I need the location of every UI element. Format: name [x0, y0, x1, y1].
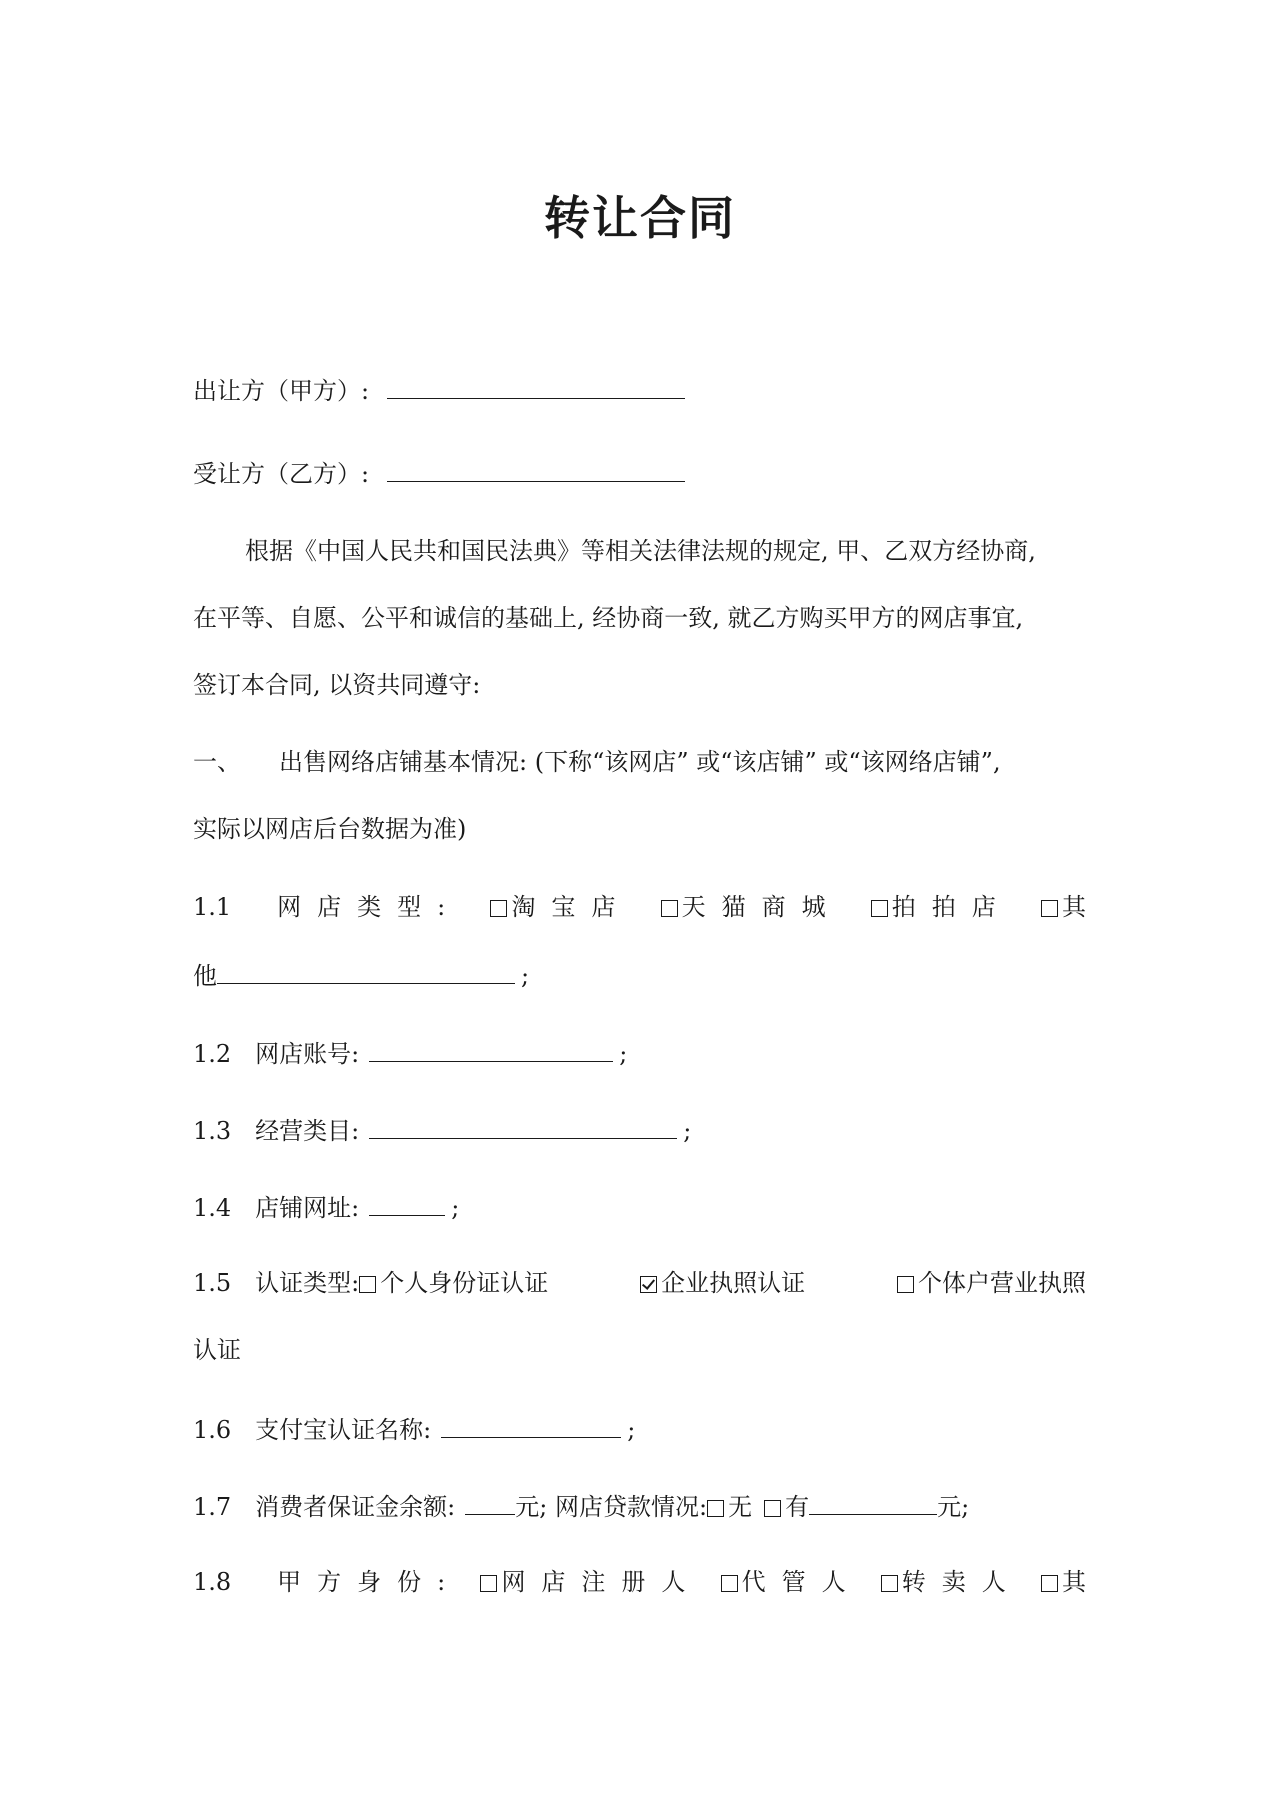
item-1-5-label: 认证类型:	[255, 1269, 360, 1297]
item-1-7-unit-1: 元; 网店贷款情况:	[515, 1493, 708, 1521]
item-1-1-cont	[193, 957, 529, 993]
item-1-6-number: 1.6	[193, 1416, 232, 1444]
section-1-number: 一、	[193, 748, 241, 776]
checkbox-registrant[interactable]	[480, 1575, 497, 1592]
item-1-5-cont: 认证	[193, 1336, 241, 1364]
item-1-7-number: 1.7	[193, 1493, 232, 1521]
page-title: 转让合同	[544, 191, 736, 245]
option-tmall-label: 天猫商城	[681, 893, 842, 921]
item-1-3-number: 1.3	[193, 1117, 232, 1145]
checkbox-id-card[interactable]	[359, 1276, 376, 1293]
option-other-label: 其	[1061, 893, 1086, 921]
item-1-7-unit-2: 元;	[937, 1493, 970, 1521]
option-individual-license[interactable]	[897, 1266, 1086, 1300]
party-b-row	[193, 455, 685, 491]
intro-line-1: 根据《中国人民共和国民法典》等相关法律法规的规定, 甲、乙双方经协商,	[245, 537, 1036, 565]
option-reseller-label: 转卖人	[901, 1568, 1022, 1596]
checkbox-taobao[interactable]	[490, 900, 507, 917]
option-custodian-label: 代管人	[741, 1568, 862, 1596]
intro-line-2: 在平等、自愿、公平和诚信的基础上, 经协商一致, 就乙方购买甲方的网店事宜,	[193, 604, 1024, 632]
option-individual-license-label: 个体户营业执照	[917, 1269, 1086, 1297]
option-paipai-label: 拍拍店	[891, 893, 1012, 921]
option-reseller[interactable]	[881, 1565, 1022, 1599]
option-enterprise-license-label: 企业执照认证	[661, 1269, 806, 1297]
shop-url-blank[interactable]	[369, 1189, 445, 1216]
item-1-2-number: 1.2	[193, 1040, 232, 1068]
party-a-label: 出让方（甲方）:	[193, 377, 370, 405]
loan-amount-blank[interactable]	[809, 1488, 937, 1515]
item-1-8-row	[193, 1565, 1086, 1599]
option-has-loan-label: 有	[785, 1493, 810, 1521]
option-taobao-label: 淘宝店	[511, 893, 632, 921]
item-1-6-row	[193, 1411, 635, 1447]
item-1-4-label: 店铺网址:	[255, 1194, 360, 1222]
party-b-label: 受让方（乙方）:	[193, 460, 370, 488]
item-1-4-row	[193, 1189, 459, 1225]
party-b-blank[interactable]	[387, 455, 685, 482]
deposit-balance-blank[interactable]	[465, 1488, 515, 1515]
option-taobao[interactable]	[490, 890, 631, 924]
item-1-3-row	[193, 1112, 691, 1148]
option-has-loan[interactable]	[764, 1493, 809, 1521]
item-1-7-row	[193, 1488, 969, 1524]
item-1-5-row	[193, 1266, 1086, 1300]
option-no-loan[interactable]	[707, 1493, 752, 1521]
checkbox-reseller[interactable]	[881, 1575, 898, 1592]
checkbox-enterprise-license-checked[interactable]	[640, 1276, 657, 1293]
item-1-6-label: 支付宝认证名称:	[255, 1416, 432, 1444]
alipay-name-blank[interactable]	[441, 1411, 621, 1438]
party-a-blank[interactable]	[387, 372, 685, 399]
item-1-7-label: 消费者保证金余额:	[255, 1493, 456, 1521]
checkbox-has-loan[interactable]	[764, 1500, 781, 1517]
checkbox-individual-license[interactable]	[897, 1276, 914, 1293]
option-id-card[interactable]	[359, 1269, 548, 1297]
item-1-4-suffix: ;	[451, 1194, 460, 1222]
item-1-5-number: 1.5	[193, 1269, 232, 1297]
item-1-3-label: 经营类目:	[255, 1117, 360, 1145]
item-1-2-suffix: ;	[619, 1040, 628, 1068]
checkbox-tmall[interactable]	[661, 900, 678, 917]
option-no-loan-label: 无	[728, 1493, 753, 1521]
party-a-row	[193, 372, 685, 408]
item-1-8-label: 甲方身份:	[277, 1568, 462, 1596]
checkbox-no-loan[interactable]	[707, 1500, 724, 1517]
option-enterprise-license[interactable]	[640, 1266, 805, 1300]
item-1-1-cont-suffix: ;	[521, 962, 530, 990]
item-1-2-row	[193, 1035, 627, 1071]
item-1-8-number: 1.8	[193, 1568, 232, 1596]
option-registrant-label: 网店注册人	[501, 1568, 702, 1596]
option-registrant[interactable]	[480, 1565, 701, 1599]
option-other[interactable]	[1041, 890, 1086, 924]
shop-type-other-blank[interactable]	[217, 957, 515, 984]
shop-account-blank[interactable]	[369, 1035, 613, 1062]
checkbox-custodian[interactable]	[721, 1575, 738, 1592]
checkbox-other[interactable]	[1041, 900, 1058, 917]
item-1-6-suffix: ;	[627, 1416, 636, 1444]
option-other-identity[interactable]	[1041, 1565, 1086, 1599]
option-custodian[interactable]	[721, 1565, 862, 1599]
item-1-4-number: 1.4	[193, 1194, 232, 1222]
item-1-1-cont-prefix: 他	[193, 962, 217, 990]
item-1-1-number: 1.1	[193, 893, 232, 921]
option-other-identity-label: 其	[1061, 1568, 1086, 1596]
section-1-heading-cont: 实际以网店后台数据为准)	[193, 815, 467, 843]
option-tmall[interactable]	[661, 890, 842, 924]
item-1-1-label: 网店类型:	[277, 893, 462, 921]
checkbox-paipai[interactable]	[871, 900, 888, 917]
item-1-3-suffix: ;	[683, 1117, 692, 1145]
business-category-blank[interactable]	[369, 1112, 677, 1139]
section-1-heading-text: 出售网络店铺基本情况: (下称“该网店” 或“该店铺” 或“该网络店铺”,	[279, 748, 1001, 776]
item-1-2-label: 网店账号:	[255, 1040, 360, 1068]
intro-line-3: 签订本合同, 以资共同遵守:	[193, 671, 481, 699]
item-1-1-row	[193, 890, 1086, 924]
section-1-heading	[193, 745, 1001, 779]
option-paipai[interactable]	[871, 890, 1012, 924]
checkbox-other-identity[interactable]	[1041, 1575, 1058, 1592]
option-id-card-label: 个人身份证认证	[380, 1269, 549, 1297]
